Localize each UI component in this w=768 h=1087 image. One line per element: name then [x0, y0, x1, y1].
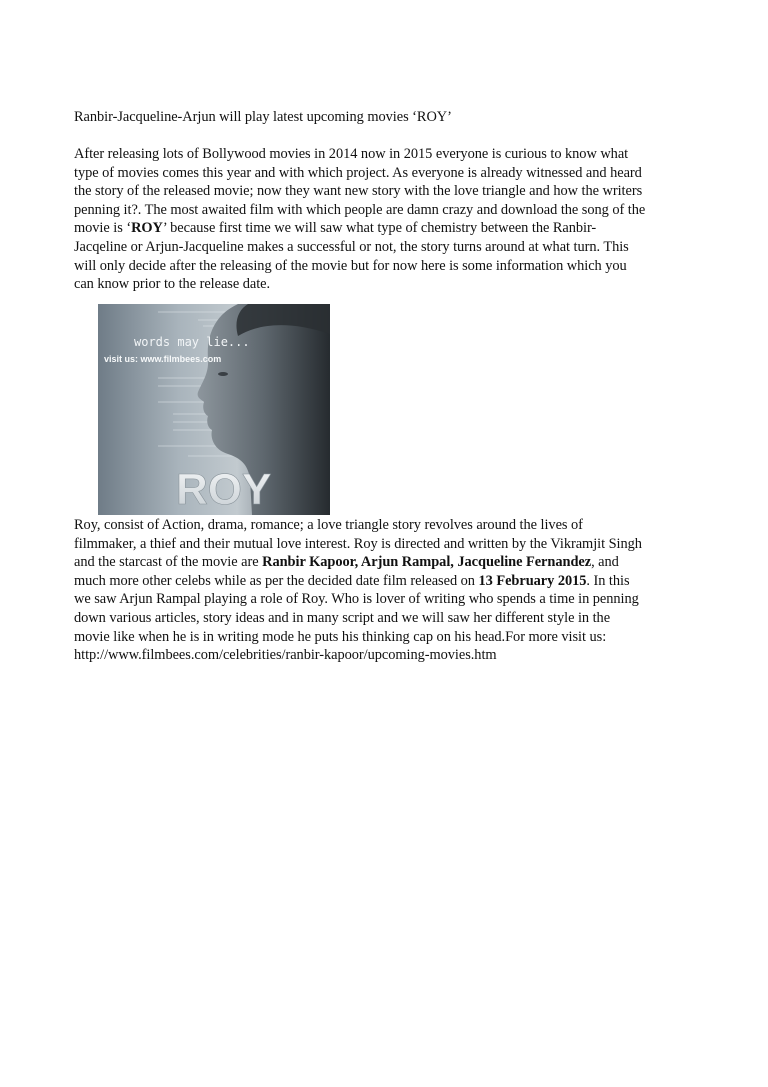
- details-line: we saw Arjun Rampal playing a role of Roy. Who is lover of writing who spends a time in penning: [74, 591, 639, 608]
- details-line: [74, 572, 698, 591]
- details-text: , and: [591, 554, 619, 571]
- details-text: . In this: [586, 572, 630, 589]
- poster-title: ROY: [176, 465, 272, 514]
- intro-line: [74, 219, 698, 238]
- poster-site: visit us: www.filmbees.com: [104, 354, 222, 364]
- details-paragraph: [74, 516, 698, 665]
- intro-text: ’ because first time we will saw what type of chemistry between the Ranbir-: [162, 220, 597, 237]
- details-line: [74, 553, 698, 572]
- intro-line: Jacqeline or Arjun-Jacqueline makes a successful or not, the story turns around at what turn. This: [74, 238, 629, 255]
- movie-poster-image: [98, 304, 330, 515]
- intro-line: will only decide after the releasing of the movie but for now here is some information which you: [74, 257, 627, 274]
- details-line: Roy, consist of Action, drama, romance; a love triangle story revolves around the lives of: [74, 517, 583, 533]
- intro-line: the story of the released movie; now they want new story with the love triangle and how the writers: [74, 183, 643, 200]
- poster-tagline: words may lie...: [134, 335, 250, 349]
- source-url: http://www.filmbees.com/celebrities/ranbir-kapoor/upcoming-movies.htm: [74, 647, 497, 664]
- intro-line: penning it?. The most awaited film with which people are damn crazy and download the song of the: [74, 201, 646, 218]
- intro-line: After releasing lots of Bollywood movies in 2014 now in 2015 everyone is curious to know what: [74, 146, 629, 162]
- details-line: down various articles, story ideas and in many script and we will saw her different style in the: [74, 609, 611, 626]
- title-text: Ranbir-Jacqueline-Arjun will play latest upcoming movies ‘ROY’: [74, 109, 452, 125]
- intro-text: movie is ‘: [74, 220, 132, 237]
- details-text: much more other celebs while as per the decided date film released on: [74, 572, 479, 589]
- release-date-bold: 13 February 2015: [478, 572, 587, 589]
- intro-line: type of movies comes this year and with which project. As everyone is already witnessed and heard: [74, 164, 642, 181]
- details-line: movie like when he is in writing mode he puts his thinking cap on his head.For more visit us:: [74, 628, 607, 645]
- details-line: filmmaker, a thief and their mutual love interest. Roy is directed and written by the Vikramjit Singh: [74, 535, 642, 552]
- intro-paragraph: [74, 145, 698, 294]
- movie-name-bold: ROY: [131, 220, 163, 237]
- intro-line: can know prior to the release date.: [74, 276, 271, 293]
- details-text: and the starcast of the movie are: [74, 554, 263, 571]
- article-title: [74, 108, 698, 127]
- cast-names-bold: Ranbir Kapoor, Arjun Rampal, Jacqueline Fernandez: [262, 554, 592, 571]
